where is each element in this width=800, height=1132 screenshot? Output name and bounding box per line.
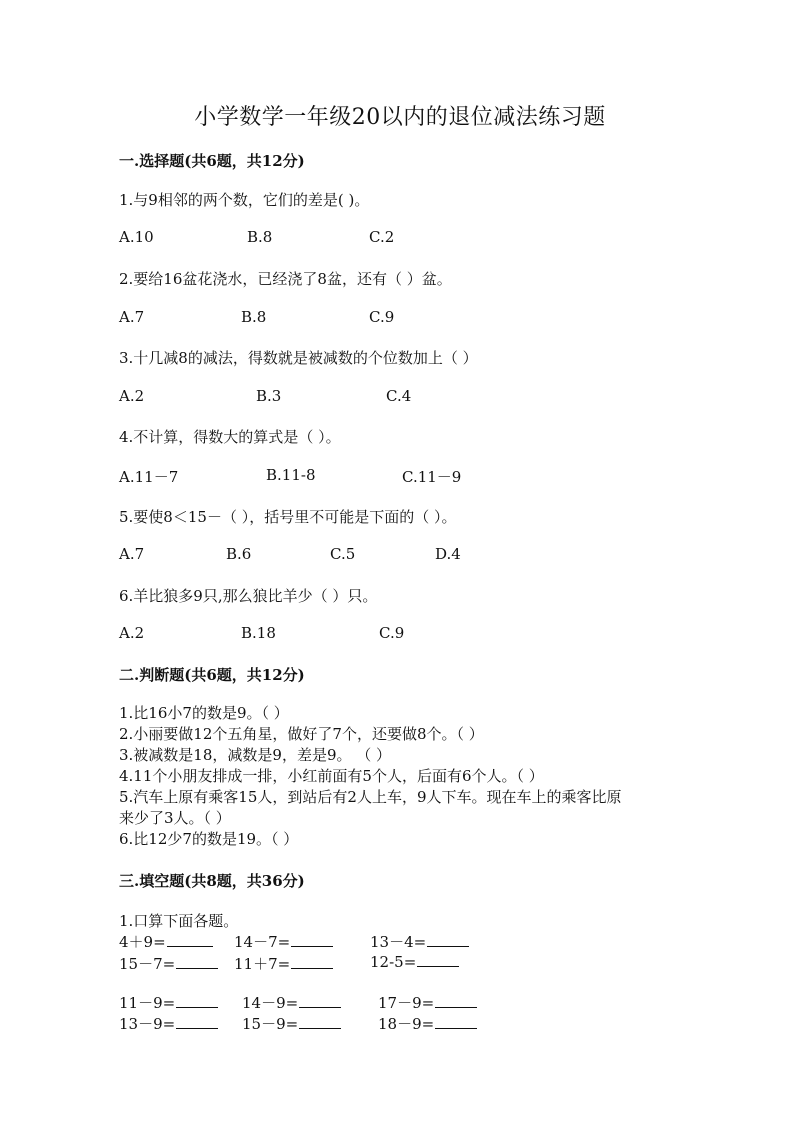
arithmetic-item: 14－9= [242,992,341,1013]
q6-option-a: A.2 [119,624,145,642]
q5-option-d: D.4 [435,545,461,563]
arithmetic-item: 15－9= [242,1013,341,1034]
q4-option-c: C.11－9 [402,468,462,486]
question-1: 1.与9相邻的两个数，它们的差是( )。 [119,191,370,209]
judge-item-continued: 来少了3人。（ ） [119,809,231,827]
question-3: 3.十几减8的减法，得数就是被减数的个位数加上（ ） [119,349,478,367]
arithmetic-item: 18－9= [378,1013,477,1034]
q6-option-b: B.18 [241,624,276,642]
judge-item: 2.小丽要做12个五角星，做好了7个，还要做8个。（ ） [119,725,484,743]
arithmetic-item: 15－7= [119,953,218,974]
arithmetic-item: 14－7= [234,931,333,952]
q6-option-c: C.9 [379,624,405,642]
arithmetic-item: 12-5= [370,953,459,971]
q3-option-a: A.2 [119,387,145,405]
judge-item: 6.比12少7的数是19。（ ） [119,830,299,848]
question-6: 6.羊比狼多9只,那么狼比羊少（ ）只。 [119,587,378,605]
arithmetic-item: 13－9= [119,1013,218,1034]
arithmetic-item: 11－9= [119,992,218,1013]
q2-option-c: C.9 [369,308,395,326]
q1-option-a: A.10 [119,228,154,246]
judge-item: 5.汽车上原有乘客15人，到站后有2人上车，9人下车。现在车上的乘客比原 [119,788,622,806]
page-title: 小学数学一年级20以内的退位减法练习题 [194,105,606,130]
q5-option-b: B.6 [226,545,252,563]
q4-option-b: B.11-8 [266,466,316,484]
judge-item: 3.被减数是18，减数是9，差是9。 （ ） [119,746,392,764]
arithmetic-item: 17－9= [378,992,477,1013]
section-header-judge: 二.判断题(共6题，共12分) [119,666,305,684]
q4-option-a: A.11－7 [119,468,179,486]
question-2: 2.要给16盆花浇水，已经浇了8盆，还有（ ）盆。 [119,270,452,288]
judge-item: 1.比16小7的数是9。（ ） [119,704,289,722]
q1-option-b: B.8 [247,228,273,246]
q3-option-c: C.4 [386,387,412,405]
section-header-choice: 一.选择题(共6题，共12分) [119,152,305,170]
q5-option-a: A.7 [119,545,145,563]
q3-option-b: B.3 [256,387,282,405]
question-4: 4.不计算，得数大的算式是（ ）。 [119,428,341,446]
q2-option-a: A.7 [119,308,145,326]
fill-intro: 1.口算下面各题。 [119,912,239,930]
arithmetic-item: 11＋7= [234,953,333,974]
judge-item: 4.11个小朋友排成一排，小红前面有5个人，后面有6个人。（ ） [119,767,544,785]
q1-option-c: C.2 [369,228,395,246]
question-5: 5.要使8＜15－（ ），括号里不可能是下面的（ ）。 [119,508,457,526]
section-header-fill: 三.填空题(共8题，共36分) [119,872,305,890]
arithmetic-item: 4＋9= [119,931,213,952]
arithmetic-item: 13－4= [370,931,469,952]
q5-option-c: C.5 [330,545,356,563]
q2-option-b: B.8 [241,308,267,326]
